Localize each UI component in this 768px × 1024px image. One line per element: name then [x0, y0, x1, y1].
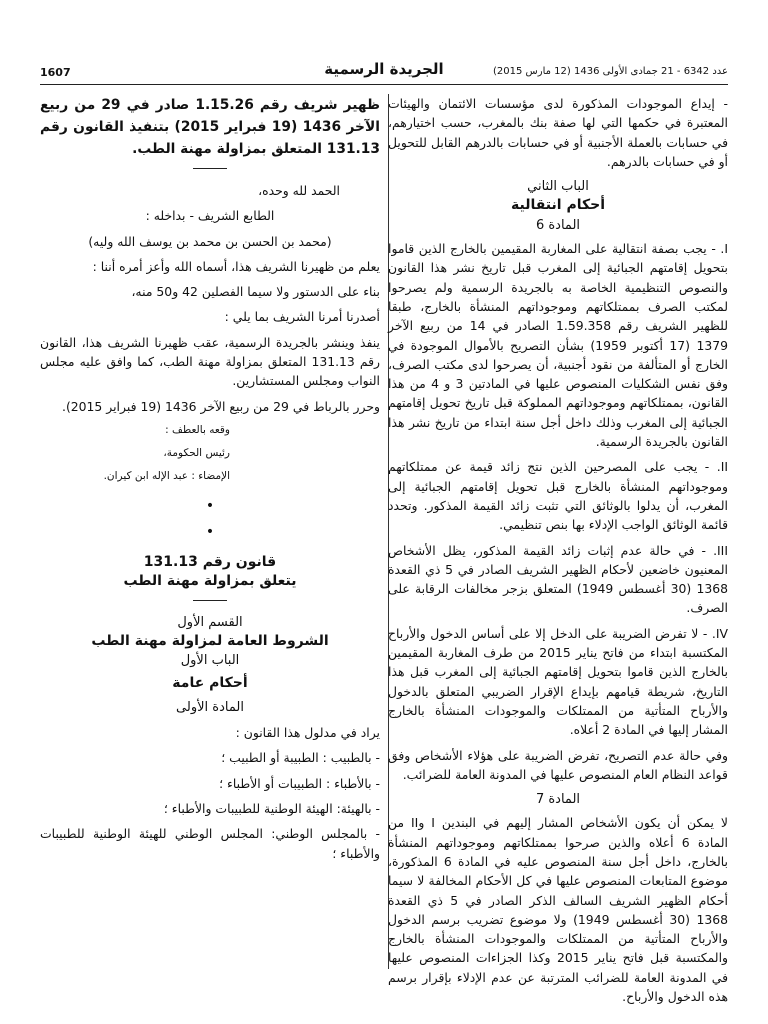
issue-info: عدد 6342 - 21 جمادى الأولى 1436 (12 مارس 2015) — [493, 66, 728, 77]
article-6-paragraph-4: IV. - لا تفرض الضريبة على الدخل إلا على أساس الدخول والأرباح المكتسبة ابتداء من فاتح يناير 2015 من طرف المغاربة المقيمين بالخارج الذين قاموا بتحويل إقامتهم الجبائية إلى المغرب قبل هذا التاريخ، شريطة قيامهم بإيداع الإقرار الضريبي المتعلق بالدخول والأرباح المتأتية من الممتلكات والموجودات المنشأة بالخارج المشار إليها في المادة 2 أعلاه. — [388, 625, 728, 738]
left-column — [40, 94, 380, 869]
article-7-heading: المادة 7 — [535, 792, 581, 808]
part-heading: القسم الأول — [177, 614, 243, 630]
article-6-paragraph-3: III. - في حالة عدم إثبات زائد القيمة المذكور، يظل الأشخاص المعنيون خاضعين لأحكام الظهير الشريف الصادر في 5 ذي القعدة 1368 (30 أغسطس 1949) المتعلق بزجر مخالفات الرقابة على الصرف. — [388, 542, 728, 616]
law-number: قانون رقم 131.13 — [143, 553, 277, 570]
page-header — [40, 60, 728, 85]
separator-dot: • — [205, 497, 215, 514]
execution-paragraph: ينفذ وينشر بالجريدة الرسمية، عقب ظهيرنا الشريف هذا، القانون رقم 131.13 المتعلق بمزاولة مهنة الطب، كما وافق عليه مجلس النواب ومجلس المستشارين. — [40, 334, 380, 389]
article-6-paragraph-1: I. - يجب بصفة انتقالية على المغاربة المقيمين بالخارج الذين قاموا بتحويل إقامتهم الجبائية إلى المغرب قبل تاريخ نشر هذا القانون والنصوص التنظيمية الخاصة به بالجريدة الرسمية ولم يصرحوا لمكتب الصرف بممتلكاتهم وموجوداتهم المنشأة بالخارج، طبقا للظهير الشريف رقم 1.59.358 الصادر في 14 من ربيع الآخر 1379 (17 أكتوبر 1959) بشأن التصريح بالأموال الموجودة في الخارج أو المتألفة من نقود أجنبية، أن يصرحوا لدى مكتب الصرف، وفق نفس الشكليات المنصوص عليها في المادتين 3 و 4 من هذا القانون، بممتلكاتهم وموجوداتهم المملوكة قبل تاريخ تحويل إقامتهم الجبائية إلى المغرب وذلك داخل أجل سنة ابتداء من تاريخ نشر هذا القانون بالجريدة الرسمية. — [388, 241, 728, 450]
seal-line: الطابع الشريف - بداخله : — [145, 208, 275, 224]
right-column — [388, 94, 728, 1012]
article-6-paragraph-5: وفي حالة عدم التصريح، تفرض الضريبة على هؤلاء الأشخاص وفق قواعد النظام العام المنصوص عليها في المدونة العامة للضرائب. — [388, 747, 728, 782]
announcement-line: يعلم من ظهيرنا الشريف هذا، أسماه الله وأعز أمره أننا : — [92, 258, 380, 274]
separator-dot: • — [205, 523, 215, 540]
article-7-paragraph: لا يمكن أن يكون الأشخاص المشار إليهم في البندين I وII من المادة 6 أعلاه والذين صرحوا بممتلكاتهم وموجوداتهم المنشأة بالخارج، داخل أجل سنة المنصوص عليه في المادة 6 المذكورة، موضوع المتابعات المنصوص عليها في كل الأحكام المخالفة لا سيما أحكام الظهير الشريف السالف الذكر الصادر في 5 ذي القعدة 1368 (30 أغسطس 1949) ولا موضوع تضريب برسم الدخول والأرباح المتأتية من الممتلكات والموجودات المنشأة بالخارج والمكتسبة قبل فاتح يناير 2015 وكذا الجزاءات المنصوص عليها في المدونة العامة للضرائب المترتبة عن عدم الإدلاء بإقرار برسم هذه الدخول والأرباح. — [388, 815, 729, 1005]
article-6-paragraph-2: II. - يجب على المصرحين الذين نتج زائد قيمة عن ممتلكاتهم وموجوداتهم المنشأة بالخارج قبل تحويل إقامتهم الجبائية إلى المغرب، أن يدلوا بالوثائق التي تثبت زائد القيمة المذكور. وتحدد قائمة الوثائق الواجب الإدلاء بها بنص تنظيمي. — [388, 459, 728, 533]
definitions-intro: يراد في مدلول هذا القانون : — [235, 725, 380, 741]
part-title: الشروط العامة لمزاولة مهنة الطب — [91, 632, 329, 649]
definition-item: - بالطبيب : الطبيبة أو الطبيب ؛ — [221, 750, 380, 766]
page-number: 1607 — [40, 66, 71, 79]
law-subject: يتعلق بمزاولة مهنة الطب — [123, 573, 297, 590]
law-rule — [193, 600, 227, 601]
dated-line: وحرر بالرباط في 29 من ربيع الآخر 1436 (19 فبراير 2015). — [62, 398, 380, 414]
definition-item: - بالهيئة: الهيئة الوطنية للطبيبات والأطباء ؛ — [163, 800, 380, 816]
constitution-line: بناء على الدستور ولا سيما الفصلين 42 و50 منه، — [131, 284, 380, 300]
order-line: أصدرنا أمرنا الشريف بما يلي : — [224, 309, 380, 325]
chapter-1-title: أحكام عامة — [172, 675, 248, 692]
journal-title: الجريدة الرسمية — [324, 60, 444, 78]
definition-item: - بالمجلس الوطني: المجلس الوطني للهيئة الوطنية للطبيبات والأطباء ؛ — [40, 826, 380, 861]
seal-name: (محمد بن الحسن بن محمد بن يوسف الله وليه) — [88, 233, 332, 249]
definition-item: - بالأطباء : الطبيبات أو الأطباء ؛ — [219, 775, 380, 791]
countersign-label: وقعه بالعطف : — [165, 423, 230, 436]
signature-line: الإمضاء : عبد الإله ابن كيران. — [103, 469, 230, 482]
chapter-title: أحكام انتقالية — [511, 197, 605, 214]
chapter-1-heading: الباب الأول — [180, 653, 240, 669]
praise-line: الحمد لله وحده، — [258, 183, 340, 198]
chapter-heading: الباب الثاني — [527, 179, 589, 195]
dahir-title: ظهير شريف رقم 1.15.26 صادر في 29 من ربيع الآخر 1436 (19 فبراير 2015) بتنفيذ القانون رقم 131.13 المتعلق بمزاولة مهنة الطب. — [40, 97, 380, 157]
article-1-heading: المادة الأولى — [176, 699, 244, 715]
article-6-heading: المادة 6 — [535, 217, 581, 233]
title-rule — [193, 168, 227, 169]
deposit-paragraph: - إيداع الموجودات المذكورة لدى مؤسسات الائتمان والهيئات المعتبرة في حكمها التي لها صفة بنك بالمغرب، حسب اختيارهم، في حسابات بالعملة الأجنبية أو في حسابات بالدرهم القابل للتحويل أو في حسابات بالدرهم. — [388, 96, 728, 169]
prime-minister-title: رئيس الحكومة، — [163, 446, 230, 459]
